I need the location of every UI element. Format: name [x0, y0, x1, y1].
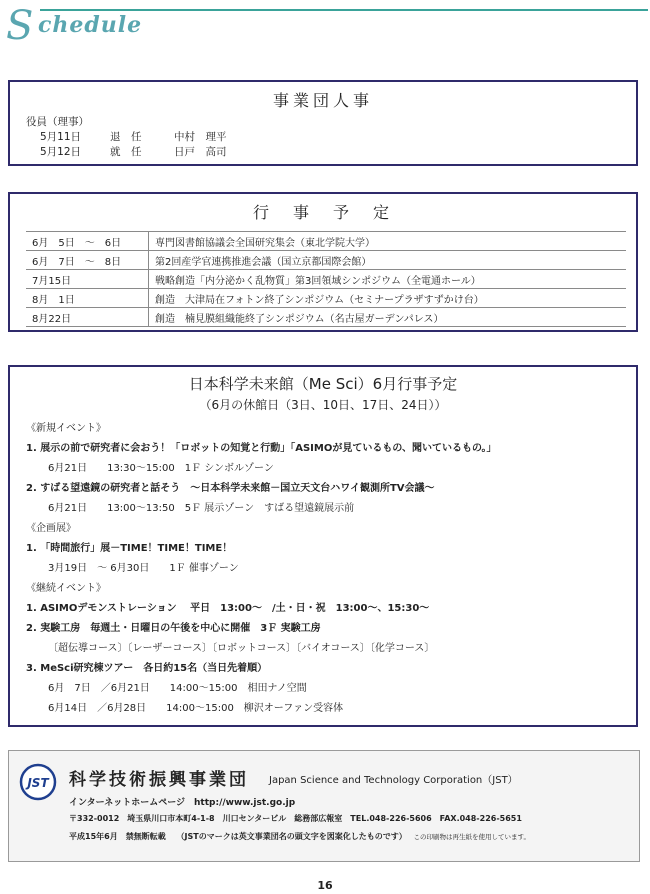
- personnel-title: 事業団人事: [272, 91, 373, 110]
- personnel-name: 日戸 高司: [174, 146, 227, 159]
- header-rule: [40, 9, 648, 11]
- personnel-date: 5月12日: [40, 146, 82, 159]
- personnel-box: [8, 80, 638, 166]
- jst-copyright: 平成15年6月 禁無断転載: [69, 832, 166, 841]
- jst-logo-text: JST: [27, 776, 49, 790]
- mesci-event-detail: 〔超伝導コース〕〔レーザーコース〕〔ロボットコース〕〔バイオコース〕〔化学コース〕: [48, 643, 435, 654]
- mesci-event-detail: 6月21日 13:00～13:50 5Ｆ 展示ゾーン すばる望遠鏡展示前: [48, 503, 355, 514]
- mesci-event-detail: 6月14日 ／6月28日 14:00～15:00 柳沢オーファン受容体: [48, 703, 344, 714]
- personnel-list: [40, 130, 636, 160]
- event-description: 専門図書館協議会全国研究集会（東北学院大学）: [149, 232, 627, 251]
- event-row: [26, 308, 626, 327]
- event-description: 第2回産学官連携推進会議（国立京都国際会館）: [149, 251, 627, 270]
- schedule-logo-text: chedule: [38, 12, 143, 38]
- mesci-event-item: 1. 展示の前で研究者に会おう！「ロボットの知覚と行動」「ASIMOが見ているもの、聞いているもの。」: [26, 443, 497, 454]
- mesci-event-item: 2. すばる望遠鏡の研究者と話そう ～日本科学未来館－国立天文台ハワイ観測所TV会議～: [26, 483, 435, 494]
- personnel-row: [40, 130, 636, 145]
- jst-logo-icon: [19, 763, 57, 801]
- mesci-title: 日本科学未来館（Me Sci）6月行事予定: [188, 375, 458, 393]
- event-date: 7月15日: [26, 270, 149, 289]
- event-date: 8月22日: [26, 308, 149, 327]
- jst-info-box: [8, 750, 640, 862]
- mesci-event-item: 3. MeSci研究棟ツアー 各日約15名（当日先着順）: [26, 663, 268, 674]
- mesci-event-detail: 3月19日 ～ 6月30日 1Ｆ 催事ゾーン: [48, 563, 239, 574]
- mesci-section-heading: 《新規イベント》: [26, 423, 106, 434]
- mesci-event-item: 2. 実験工房 毎週土・日曜日の午後を中心に開催 3Ｆ 実験工房: [26, 623, 321, 634]
- event-description: 創造 大津局在フォトン終了シンポジウム（セミナープラザすずかけ台）: [149, 289, 627, 308]
- jst-mark-note: （JSTのマークは英文事業団名の頭文字を図案化したものです）: [176, 832, 407, 841]
- events-title: 行 事 予 定: [252, 203, 393, 222]
- jst-name-en: Japan Science and Technology Corporation（JST）: [269, 775, 518, 786]
- event-date: 6月 5日 ～ 6日: [26, 232, 149, 251]
- event-date: 6月 7日 ～ 8日: [26, 251, 149, 270]
- personnel-date: 5月11日: [40, 131, 82, 144]
- mesci-box: [8, 365, 638, 727]
- mesci-event-item: 1. 「時間旅行」展－TIME！TIME！TIME！: [26, 543, 233, 554]
- event-description: 戦略創造「内分泌かく乱物質」第3回領域シンポジウム（全電通ホール）: [149, 270, 627, 289]
- personnel-name: 中村 理平: [174, 131, 227, 144]
- event-description: 創造 楠見膜組織能終了シンポジウム（名古屋ガーデンパレス）: [149, 308, 627, 327]
- jst-footer-line: [69, 831, 530, 842]
- event-row: [26, 232, 626, 251]
- mesci-sections: [26, 419, 636, 719]
- personnel-action: 就 任: [110, 146, 142, 159]
- events-table: [26, 231, 626, 327]
- mesci-event-item: 1. ASIMOデモンストレーション 平日 13:00～ /土・日・祝 13:00～、15:30～: [26, 603, 430, 614]
- mesci-event-detail: 6月 7日 ／6月21日 14:00～15:00 相田ナノ空間: [48, 683, 307, 694]
- events-box: [8, 192, 638, 332]
- jst-homepage: インターネットホームページ http://www.jst.go.jp: [69, 798, 296, 808]
- personnel-subtitle: 役員（理事）: [26, 116, 89, 128]
- personnel-action: 退 任: [110, 131, 142, 144]
- jst-name-ja: 科学技術振興事業団: [69, 770, 249, 790]
- mesci-subtitle: （6月の休館日（3日、10日、17日、24日））: [199, 398, 447, 412]
- event-row: [26, 270, 626, 289]
- personnel-row: [40, 145, 636, 160]
- page-number: 16: [317, 879, 333, 892]
- mesci-section-heading: 《企画展》: [26, 523, 76, 534]
- schedule-logo-initial: S: [6, 3, 34, 49]
- event-row: [26, 289, 626, 308]
- mesci-event-detail: 6月21日 13:30～15:00 1Ｆ シンボルゾーン: [48, 463, 274, 474]
- jst-recycled-note: この印刷物は再生紙を使用しています。: [413, 833, 530, 841]
- page-header: [0, 0, 650, 60]
- mesci-section-heading: 《継続イベント》: [26, 583, 106, 594]
- jst-address: 〒332-0012 埼玉県川口市本町4-1-8 川口センタービル 総務部広報室 TEL.048-226-5606 FAX.048-226-5651: [69, 814, 522, 823]
- event-row: [26, 251, 626, 270]
- event-date: 8月 1日: [26, 289, 149, 308]
